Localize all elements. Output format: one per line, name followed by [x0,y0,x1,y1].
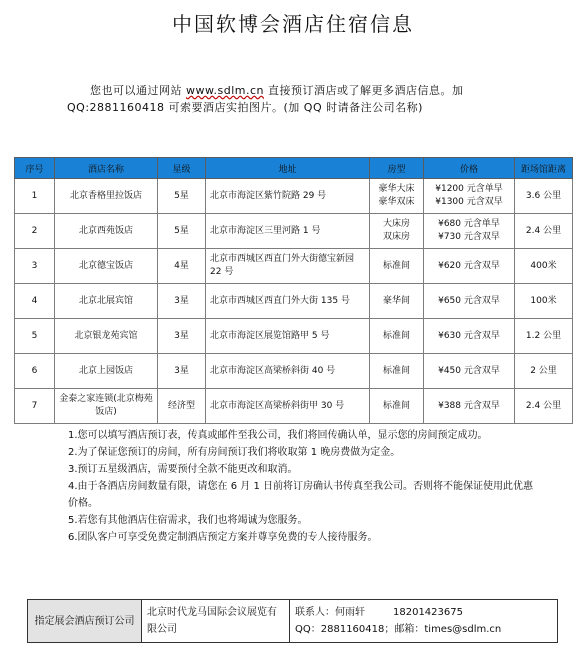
room-type: 双床房 [382,232,410,242]
cell-price [424,214,515,249]
contact-qq-email: QQ：2881160418；邮箱：times@sdlm.cn [295,624,502,635]
price-value: ¥730 元含双早 [438,232,500,242]
cell-distance: 400米 [515,249,573,284]
note-item: 1.您可以填写酒店预订表，传真或邮件至我公司，我们将回传确认单，显示您的房间预定成功。 [68,430,488,441]
hotel-table [14,157,573,424]
cell-address: 北京市西城区西直门外大街德宝新园 22 号 [206,249,370,284]
cell-room: 标准间 [370,249,424,284]
intro-line-1 [72,82,542,99]
table-row [15,179,573,214]
cell-address: 北京市海淀区紫竹院路 29 号 [206,179,370,214]
cell-star: 3星 [158,284,206,319]
header-name: 酒店名称 [55,158,158,179]
cell-star: 5星 [158,214,206,249]
cell-distance: 1.2 公里 [515,319,573,354]
cell-room: 标准间 [370,319,424,354]
cell-name: 北京上园饭店 [55,354,158,389]
cell-name: 北京银龙苑宾馆 [55,319,158,354]
cell-name: 北京德宝饭店 [55,249,158,284]
cell-no: 6 [15,354,55,389]
table-row [15,319,573,354]
cell-price: ¥630 元含双早 [424,319,515,354]
cell-name: 北京西苑饭店 [55,214,158,249]
page-title: 中国软博会酒店住宿信息 [172,12,414,36]
cell-star: 4星 [158,249,206,284]
room-type: 豪华大床 [378,184,415,194]
header-address: 地址 [206,158,370,179]
cell-star: 3星 [158,354,206,389]
price-value: ¥1200 元含单早 [435,184,503,194]
cell-name: 北京北展宾馆 [55,284,158,319]
cell-no: 7 [15,389,55,424]
table-row [15,389,573,424]
contact-table [27,599,558,643]
note-item: 2.为了保证您预订的房间，所有房间预订我们将收取第 1 晚房费做为定金。 [68,447,401,458]
contact-label: 指定展会酒店预订公司 [28,600,142,643]
note-item: 3.预订五星级酒店，需要预付全款不能更改和取消。 [68,464,298,475]
cell-no: 3 [15,249,55,284]
cell-room: 标准间 [370,354,424,389]
table-row [15,354,573,389]
cell-star: 3星 [158,319,206,354]
contact-person-line [295,604,552,621]
cell-price [424,179,515,214]
contact-row [28,600,558,643]
table-row [15,284,573,319]
cell-star: 5星 [158,179,206,214]
cell-room: 标准间 [370,389,424,424]
cell-address: 北京市海淀区三里河路 1 号 [206,214,370,249]
cell-price: ¥450 元含双早 [424,354,515,389]
cell-name: 金泰之家连锁(北京梅苑饭店) [55,389,158,424]
cell-distance: 2 公里 [515,354,573,389]
cell-no: 1 [15,179,55,214]
intro-line-2: QQ:2881160418 可索要酒店实拍图片。(加 QQ 时请备注公司名称) [67,101,423,114]
table-row [15,214,573,249]
intro-paragraph [67,82,542,116]
cell-distance: 100米 [515,284,573,319]
cell-room: 豪华间 [370,284,424,319]
contact-phone: 18201423675 [393,607,463,618]
header-distance: 距场馆距离 [515,158,573,179]
cell-price: ¥650 元含双早 [424,284,515,319]
room-type: 豪华双床 [378,197,415,207]
price-value: ¥1300 元含双早 [435,197,503,207]
cell-distance: 3.6 公里 [515,179,573,214]
cell-address: 北京市海淀区高梁桥斜街 40 号 [206,354,370,389]
booking-notes [68,427,534,546]
header-price: 价格 [424,158,515,179]
table-row [15,249,573,284]
cell-star: 经济型 [158,389,206,424]
cell-address: 北京市西城区西直门外大街 135 号 [206,284,370,319]
cell-no: 5 [15,319,55,354]
room-type: 大床房 [382,219,410,229]
cell-address: 北京市海淀区展览馆路甲 5 号 [206,319,370,354]
header-no: 序号 [15,158,55,179]
header-room: 房型 [370,158,424,179]
contact-details [290,600,558,643]
cell-distance: 2.4 公里 [515,389,573,424]
contact-company: 北京时代龙马国际会议展览有限公司 [142,600,290,643]
price-value: ¥680 元含单早 [438,219,500,229]
note-item: 4.由于各酒店房间数量有限，请您在 6 月 1 日前将订房确认书传真至我公司。否则将不能保证使用此优惠价格。 [68,481,533,509]
cell-no: 2 [15,214,55,249]
table-header-row [15,158,573,179]
cell-address: 北京市海淀区高梁桥斜街甲 30 号 [206,389,370,424]
cell-name: 北京香格里拉饭店 [55,179,158,214]
note-item: 6.团队客户可享受免费定制酒店预定方案并尊享免费的专人接待服务。 [68,532,378,543]
cell-distance: 2.4 公里 [515,214,573,249]
intro-text-a: 您也可以通过网站 [90,84,186,97]
cell-room [370,179,424,214]
intro-text-b: 直接预订酒店或了解更多酒店信息。加 [263,84,464,97]
cell-price: ¥388 元含双早 [424,389,515,424]
website-link[interactable]: www.sdlm.cn [186,84,264,97]
cell-no: 4 [15,284,55,319]
header-star: 星级 [158,158,206,179]
cell-room [370,214,424,249]
contact-person: 联系人：何雨轩 [295,607,365,618]
note-item: 5.若您有其他酒店住宿需求，我们也将竭诚为您服务。 [68,515,308,526]
cell-price: ¥620 元含双早 [424,249,515,284]
